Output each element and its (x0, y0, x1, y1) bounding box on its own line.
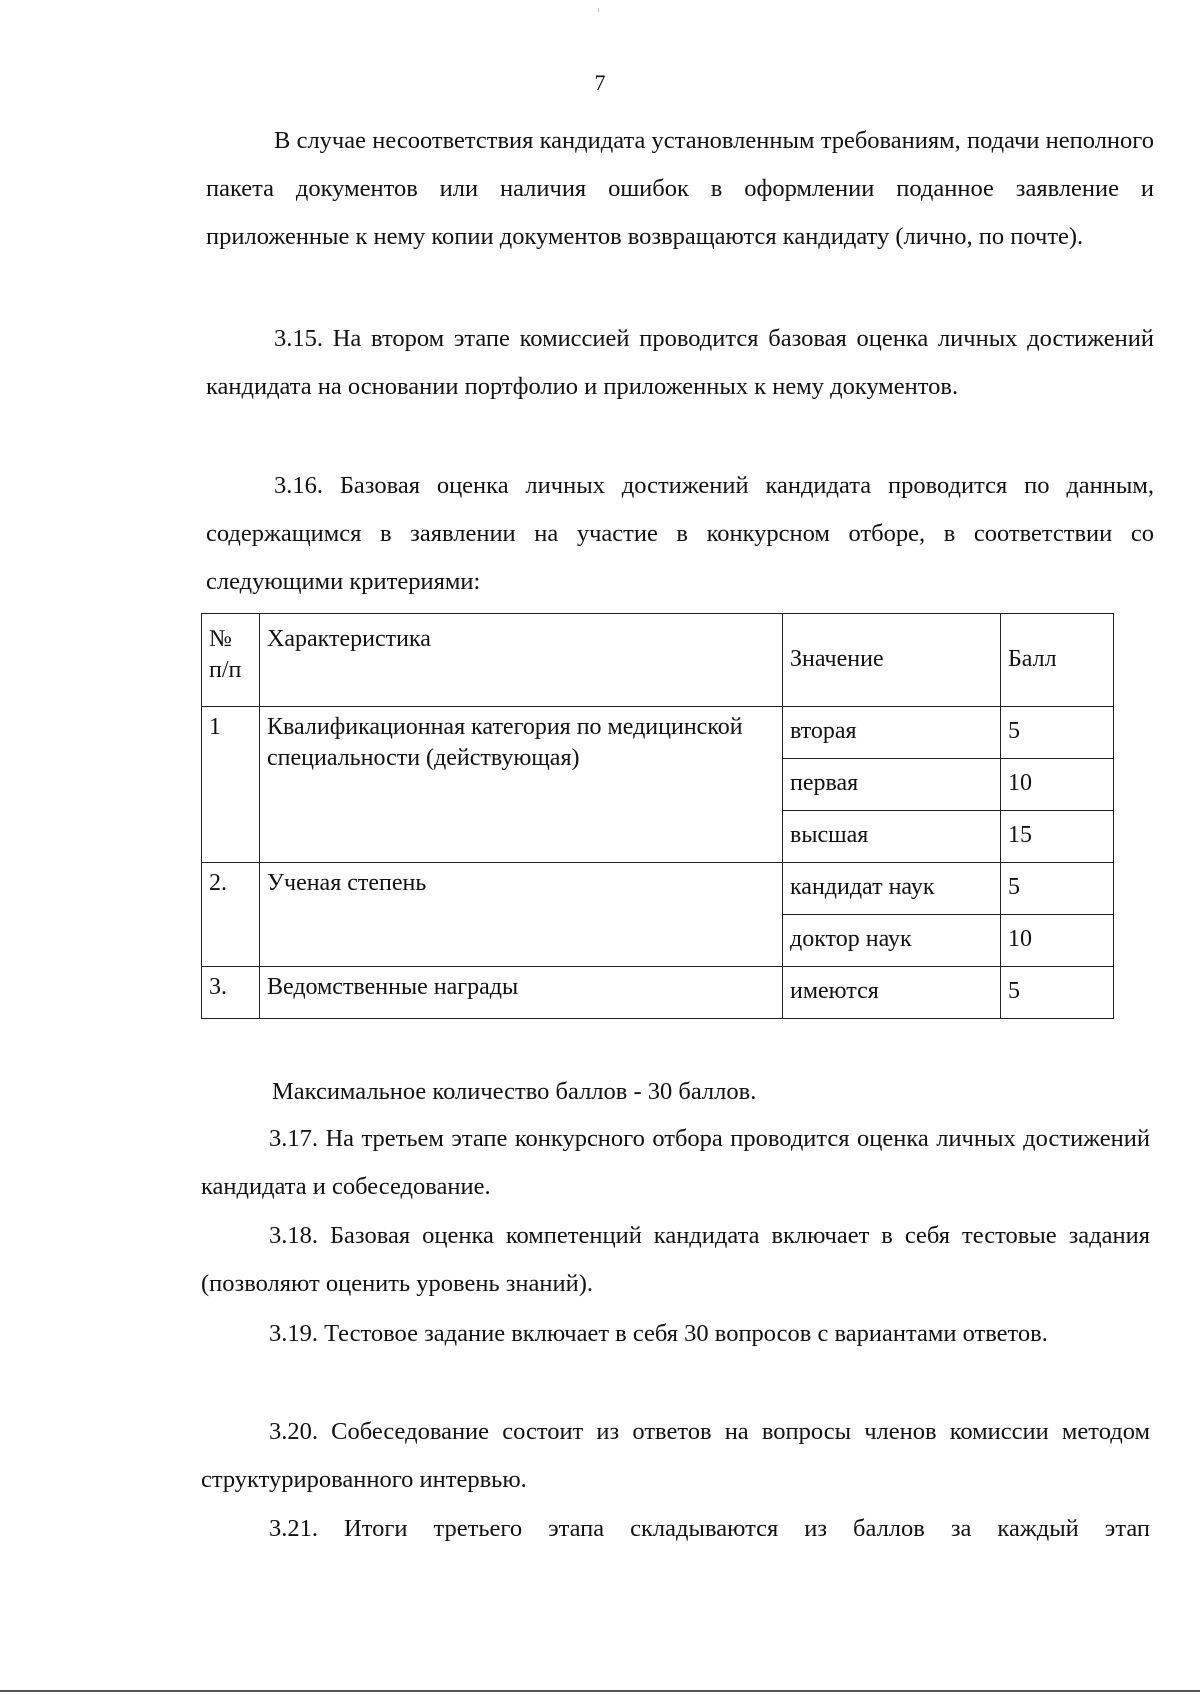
row-value: имеются (783, 967, 1001, 1019)
row-score: 5 (1001, 707, 1114, 759)
row-value: вторая (783, 707, 1001, 759)
row-value: первая (783, 759, 1001, 811)
paragraph-3-19: 3.19. Тестовое задание включает в себя 30 вопросов с вариантами ответов. (269, 1320, 1048, 1347)
row-score: 10 (1001, 759, 1114, 811)
criteria-table-container (201, 613, 1113, 1019)
header-score: Балл (1001, 614, 1114, 707)
paragraph-3-20: 3.20. Собеседование состоит из ответов на вопросы членов комиссии методом структурированного интервью. (201, 1418, 1150, 1493)
header-number: № п/п (202, 614, 260, 707)
row-number: 3. (202, 967, 260, 1019)
row-characteristic: Ведомственные награды (260, 967, 783, 1019)
row-value: доктор наук (783, 915, 1001, 967)
paragraph-nonconformity: В случае несоответствия кандидата установленным требованиям, подачи неполного пакета документов или наличия ошибок в оформлении поданное заявление и приложенные к нему копии документов возвращаются кандидату (лично, по почте). (206, 127, 1154, 250)
table-row (202, 707, 1114, 759)
row-score: 5 (1001, 863, 1114, 915)
paragraph-3-15: 3.15. На втором этапе комиссией проводится базовая оценка личных достижений кандидата на основании портфолио и приложенных к нему документов. (206, 325, 1154, 400)
row-score: 15 (1001, 811, 1114, 863)
row-characteristic: Квалификационная категория по медицинской специальности (действующая) (260, 707, 783, 863)
row-score: 5 (1001, 967, 1114, 1019)
page-number: 7 (594, 70, 606, 95)
table-row (202, 967, 1114, 1019)
row-number: 2. (202, 863, 260, 967)
row-characteristic: Ученая степень (260, 863, 783, 967)
bottom-rule (0, 1690, 1200, 1692)
criteria-table (201, 613, 1114, 1019)
header-characteristic: Характеристика (260, 614, 783, 707)
paragraph-3-17: 3.17. На третьем этапе конкурсного отбора проводится оценка личных достижений кандидата и собеседование. (201, 1125, 1150, 1200)
table-row (202, 863, 1114, 915)
row-value: кандидат наук (783, 863, 1001, 915)
paragraph-3-16: 3.16. Базовая оценка личных достижений кандидата проводится по данным, содержащимся в заявлении на участие в конкурсном отборе, в соответствии со следующими критериями: (206, 472, 1154, 595)
row-value: высшая (783, 811, 1001, 863)
row-number: 1 (202, 707, 260, 863)
max-score-line: Максимальное количество баллов - 30 баллов. (272, 1078, 757, 1105)
table-header-row (202, 614, 1114, 707)
row-score: 10 (1001, 915, 1114, 967)
header-value: Значение (783, 614, 1001, 707)
paragraph-3-21: 3.21. Итоги третьего этапа складываются из баллов за каждый этап (269, 1515, 1150, 1542)
scan-speck (598, 8, 599, 12)
paragraph-3-18: 3.18. Базовая оценка компетенций кандидата включает в себя тестовые задания (позволяют оценить уровень знаний). (201, 1222, 1150, 1297)
